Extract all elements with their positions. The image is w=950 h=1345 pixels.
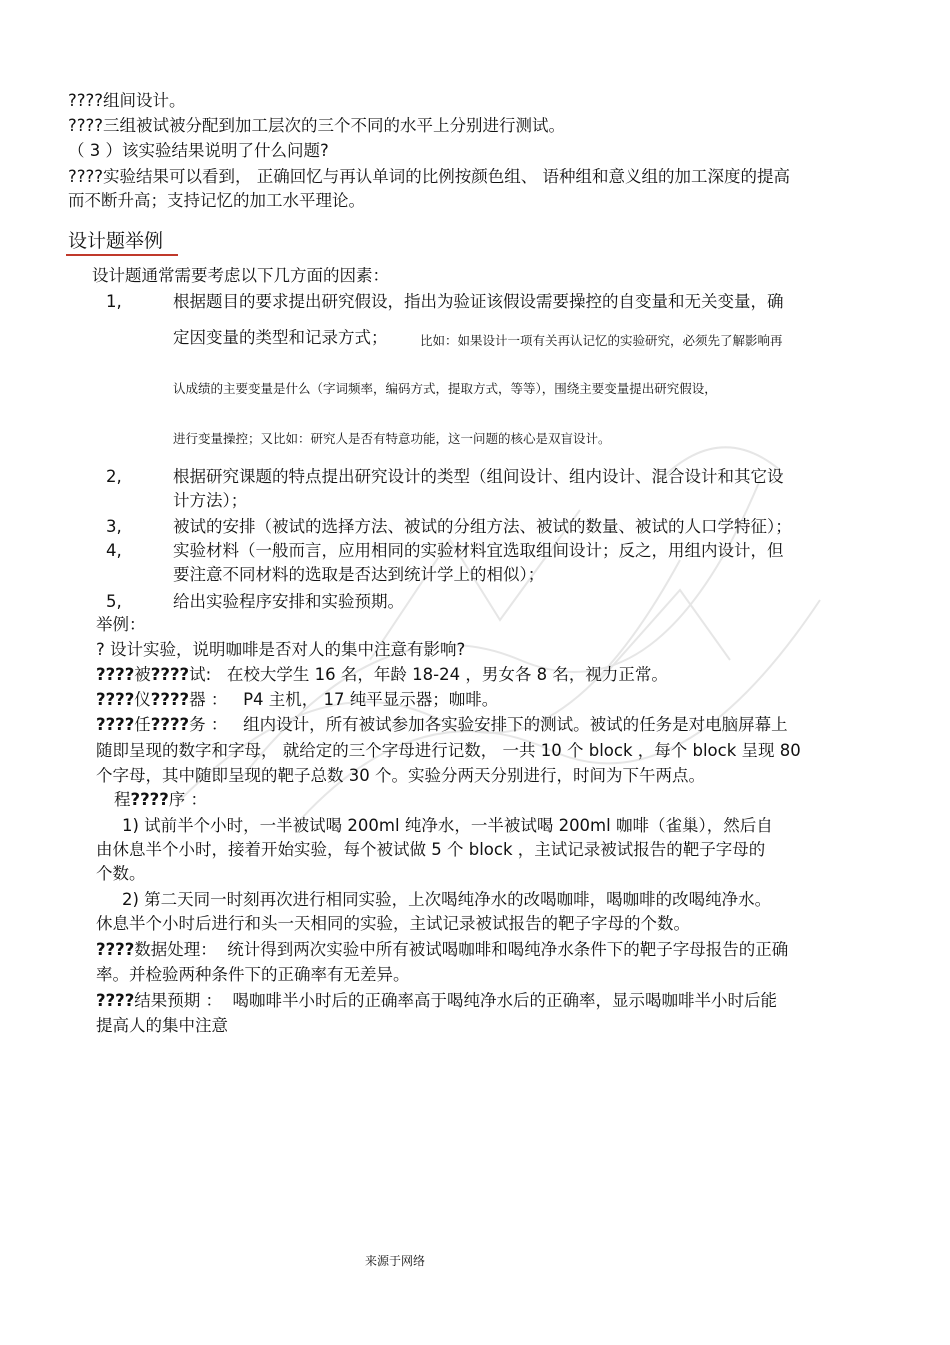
text: 被 (134, 665, 151, 684)
heading-underline (66, 254, 178, 256)
text: 仪 (134, 690, 151, 709)
text: 器 ： (189, 690, 228, 709)
procedure-step-1-end: 个数。 (96, 864, 146, 883)
unknown-glyphs: ???? (150, 665, 190, 684)
example-label: 举例： (96, 615, 146, 634)
unknown-glyphs: ???? (96, 665, 135, 684)
task-line-3: 个字母，其中随即呈现的靶子总数 30 个。实验分两天分别进行，时间为下午两点。 (96, 766, 705, 785)
result-cont: 提高人的集中注意 (96, 1016, 228, 1035)
text: 序 ： (168, 790, 208, 809)
subjects-line (96, 664, 668, 686)
item-number: 5, (106, 592, 122, 611)
text: 三组被试被分配到加工层次的三个不同的水平上分别进行测试。 (103, 116, 566, 135)
text: 统计得到两次实验中所有被试喝咖啡和喝纯净水条件下的靶子字母报告的正确 (227, 940, 789, 959)
item-text: 计方法）； (173, 491, 248, 510)
procedure-step-2-cont: 休息半个小时后进行和头一天相同的实验，主试记录被试报告的靶子字母的个数。 (96, 914, 690, 933)
example-question: ? 设计实验，说明咖啡是否对人的集中注意有影响? (96, 640, 466, 659)
item-number: 3, (106, 517, 122, 536)
unknown-glyphs: ???? (68, 116, 104, 135)
intro-text: 设计题通常需要考虑以下几方面的因素： (92, 266, 389, 285)
text: 喝咖啡半小时后的正确率高于喝纯净水后的正确率，显示喝咖啡半小时后能 (232, 991, 778, 1010)
item-text: 根据研究课题的特点提出研究设计的类型（组间设计、组内设计、混合设计和其它设 (173, 467, 784, 486)
unknown-glyphs: ???? (96, 715, 135, 734)
text: 组内设计，所有被试参加各实验安排下的测试。被试的任务是对电脑屏幕上 (243, 715, 788, 734)
procedure-step-1: 1) 试前半个小时，一半被试喝 200ml 纯净水，一半被试喝 200ml 咖啡（雀巢），然后自 (122, 816, 773, 835)
procedure-heading (114, 789, 207, 811)
text: P4 主机， 17 纯平显示器；咖啡。 (243, 690, 499, 709)
text: 组间设计。 (103, 91, 186, 110)
item-text: 实验材料（一般而言，应用相同的实验材料宜选取组间设计；反之，用组内设计，但 (173, 541, 784, 560)
item-note: 比如：如果设计一项有关再认记忆的实验研究，必须先了解影响再 (420, 333, 783, 348)
item-note: 进行变量操控；又比如：研究人是否有特意功能，这一问题的核心是双盲设计。 (173, 431, 611, 446)
item-text: 要注意不同材料的选取是否达到统计学上的相似）； (173, 565, 545, 584)
section-heading: 设计题举例 (68, 230, 164, 252)
item-text: 定因变量的类型和记录方式； (173, 328, 388, 347)
line-group-design (68, 90, 186, 112)
item-note: 认成绩的主要变量是什么（字词频率，编码方式，提取方式，等等），围绕主要变量提出研究假设， (173, 381, 717, 396)
line-result-cont: 而不断升高；支持记忆的加工水平理论。 (68, 191, 365, 210)
question-3: （ 3 ）该实验结果说明了什么问题? (68, 141, 329, 160)
text: 任 (134, 715, 151, 734)
item-number: 1, (106, 292, 122, 311)
data-processing-cont: 率。并检验两种条件下的正确率有无差异。 (96, 965, 410, 984)
line-three-groups (68, 115, 565, 137)
text: 程 (114, 790, 131, 809)
unknown-glyphs: ???? (96, 690, 135, 709)
text: 务 ： (189, 715, 228, 734)
procedure-step-1-cont: 由休息半个小时，接着开始实验，每个被试做 5 个 block ，主试记录被试报告的靶子字母的 (96, 840, 766, 859)
footer-source: 来源于网络 (365, 1254, 426, 1268)
unknown-glyphs: ???? (96, 940, 135, 959)
procedure-step-2: 2) 第二天同一时刻再次进行相同实验，上次喝纯净水的改喝咖啡，喝咖啡的改喝纯净水。 (122, 890, 772, 909)
item-number: 2, (106, 467, 122, 486)
item-text: 被试的安排（被试的选择方法、被试的分组方法、被试的数量、被试的人口学特征）； (173, 517, 792, 536)
data-processing-line (96, 939, 788, 961)
unknown-glyphs: ???? (150, 715, 190, 734)
text: 数据处理： (134, 940, 217, 959)
unknown-glyphs: ???? (96, 991, 135, 1010)
item-text: 给出实验程序安排和实验预期。 (173, 592, 404, 611)
task-line (96, 714, 788, 736)
unknown-glyphs: ???? (130, 790, 169, 809)
text: 在校大学生 16 名，年龄 18-24 ，男女各 8 名，视力正常。 (226, 665, 668, 684)
task-line-2: 随即呈现的数字和字母， 就给定的三个字母进行记数， 一共 10 个 block ，每个 block 呈现 80 (96, 741, 801, 760)
text: 实验结果可以看到， 正确回忆与再认单词的比例按颜色组、 语种组和意义组的加工深度的提高 (103, 167, 791, 186)
unknown-glyphs: ???? (68, 91, 104, 110)
result-line (96, 990, 777, 1012)
text: 结果预期 ： (134, 991, 223, 1010)
item-text: 根据题目的要求提出研究假设，指出为验证该假设需要操控的自变量和无关变量，确 (173, 292, 784, 311)
line-result (68, 166, 790, 188)
unknown-glyphs: ???? (150, 690, 190, 709)
unknown-glyphs: ???? (68, 167, 104, 186)
item-number: 4, (106, 541, 122, 560)
text: 试: (189, 665, 212, 684)
apparatus-line (96, 689, 498, 711)
